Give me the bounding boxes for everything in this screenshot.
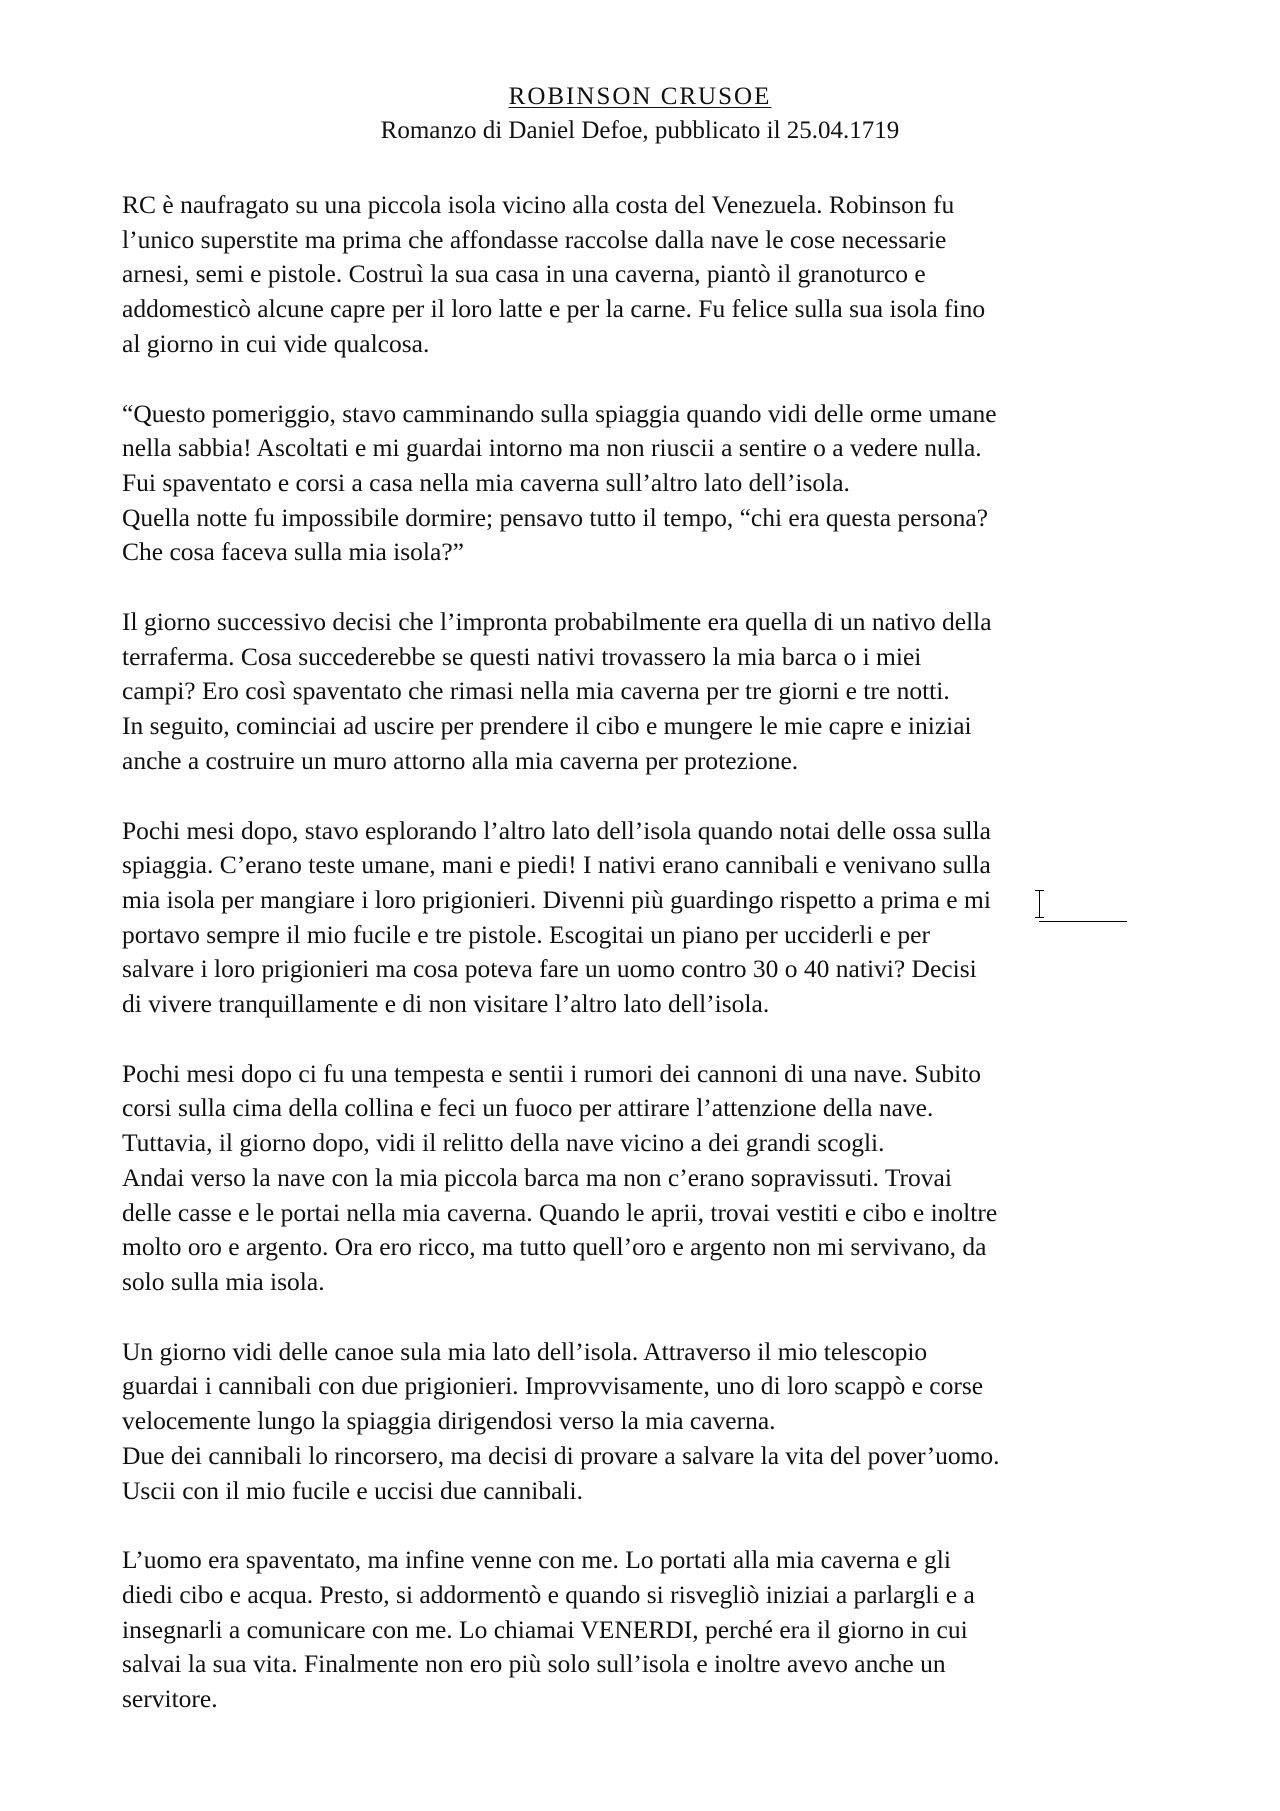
text-line: insegnarli a comunicare con me. Lo chiamai VENERDI, perché era il giorno in cui: [122, 1614, 968, 1644]
text-line: Il giorno successivo decisi che l’impronta probabilmente era quella di un nativo della: [122, 607, 992, 637]
text-line: arnesi, semi e pistole. Costruì la sua casa in una caverna, piantò il granoturco e: [122, 259, 926, 289]
text-line: velocemente lungo la spiaggia dirigendosi verso la mia caverna.: [122, 1406, 776, 1436]
text-line: al giorno in cui vide qualcosa.: [122, 328, 430, 358]
text-line: Pochi mesi dopo ci fu una tempesta e sentii i rumori dei cannoni di una nave. Subito: [122, 1058, 982, 1088]
paragraph-6: [122, 1335, 1160, 1509]
document-title: ROBINSON CRUSOE: [508, 83, 772, 110]
text-line: corsi sulla cima della collina e feci un fuoco per attirare l’attenzione della nave.: [122, 1093, 934, 1123]
text-line: Andai verso la nave con la mia piccola barca ma non c’erano sopravissuti. Trovai: [122, 1162, 952, 1192]
text-line: Tuttavia, il giorno dopo, vidi il relitto della nave vicino a dei grandi scogli.: [122, 1128, 885, 1158]
text-line: “Questo pomeriggio, stavo camminando sulla spiaggia quando vidi delle orme umane: [122, 398, 997, 428]
document-header: [0, 80, 1280, 148]
paragraph-5: [122, 1057, 1160, 1300]
text-line: salvare i loro prigionieri ma cosa poteva fare un uomo contro 30 o 40 nativi? Decisi: [122, 954, 977, 984]
paragraph-2: [122, 397, 1160, 571]
text-line: portavo sempre il mio fucile e tre pistole. Escogitai un piano per ucciderli e per: [122, 919, 930, 949]
text-line: salvai la sua vita. Finalmente non ero più solo sull’isola e inoltre avevo anche un: [122, 1649, 946, 1679]
text-line: terraferma. Cosa succederebbe se questi nativi trovassero la mia barca o i miei: [122, 641, 922, 671]
text-line: delle casse e le portai nella mia caverna. Quando le aprii, trovai vestiti e cibo e inoltre: [122, 1197, 998, 1227]
paragraph-1: [122, 188, 1160, 362]
text-line: servitore.: [122, 1684, 218, 1714]
text-line: nella sabbia! Ascoltati e mi guardai intorno ma non riuscii a sentire o a vedere nulla.: [122, 433, 982, 463]
text-line: diedi cibo e acqua. Presto, si addormentò e quando si risvegliò iniziai a parlargli e a: [122, 1579, 975, 1609]
text-line: campi? Ero così spaventato che rimasi nella mia caverna per tre giorni e tre notti.: [122, 676, 950, 706]
text-line: In seguito, cominciai ad uscire per prendere il cibo e mungere le mie capre e iniziai: [122, 711, 972, 741]
paragraph-4: [122, 814, 1160, 1022]
text-line: Quella notte fu impossibile dormire; pensavo tutto il tempo, “chi era questa persona?: [122, 502, 989, 532]
paragraph-3: [122, 605, 1160, 779]
selection-underline: [1039, 921, 1127, 922]
text-line: anche a costruire un muro attorno alla mia caverna per protezione.: [122, 745, 799, 775]
document-body: [122, 188, 1160, 1752]
text-line: molto oro e argento. Ora ero ricco, ma tutto quell’oro e argento non mi servivano, da: [122, 1232, 987, 1262]
document-subtitle: Romanzo di Daniel Defoe, pubblicato il 25.04.1719: [380, 117, 900, 144]
text-line: Due dei cannibali lo rincorsero, ma decisi di provare a salvare la vita del pover’uomo.: [122, 1440, 1000, 1470]
text-line: Uscii con il mio fucile e uccisi due cannibali.: [122, 1475, 583, 1505]
text-line: Pochi mesi dopo, stavo esplorando l’altro lato dell’isola quando notai delle ossa sulla: [122, 815, 991, 845]
text-cursor-annotation: [1033, 888, 1129, 924]
text-line: Fui spaventato e corsi a casa nella mia caverna sull’altro lato dell’isola.: [122, 467, 850, 497]
text-line: Un giorno vidi delle canoe sula mia lato dell’isola. Attraverso il mio telescopio: [122, 1336, 928, 1366]
text-line: L’uomo era spaventato, ma infine venne con me. Lo portati alla mia caverna e gli: [122, 1545, 951, 1575]
text-line: Che cosa faceva sulla mia isola?”: [122, 537, 464, 567]
paragraph-7: [122, 1543, 1160, 1717]
text-line: l’unico superstite ma prima che affondasse raccolse dalla nave le cose necessarie: [122, 224, 947, 254]
text-line: di vivere tranquillamente e di non visitare l’altro lato dell’isola.: [122, 989, 770, 1019]
text-line: solo sulla mia isola.: [122, 1266, 325, 1296]
text-line: mia isola per mangiare i loro prigionieri. Divenni più guardingo rispetto a prima e mi: [122, 884, 991, 914]
text-line: guardai i cannibali con due prigionieri. Improvvisamente, uno di loro scappò e corse: [122, 1371, 984, 1401]
text-line: RC è naufragato su una piccola isola vicino alla costa del Venezuela. Robinson fu: [122, 190, 955, 219]
text-line: addomesticò alcune capre per il loro latte e per la carne. Fu felice sulla sua isola fino: [122, 294, 986, 324]
text-line: spiaggia. C’erano teste umane, mani e piedi! I nativi erano cannibali e venivano sulla: [122, 850, 991, 880]
text-cursor-icon: [1039, 890, 1040, 918]
